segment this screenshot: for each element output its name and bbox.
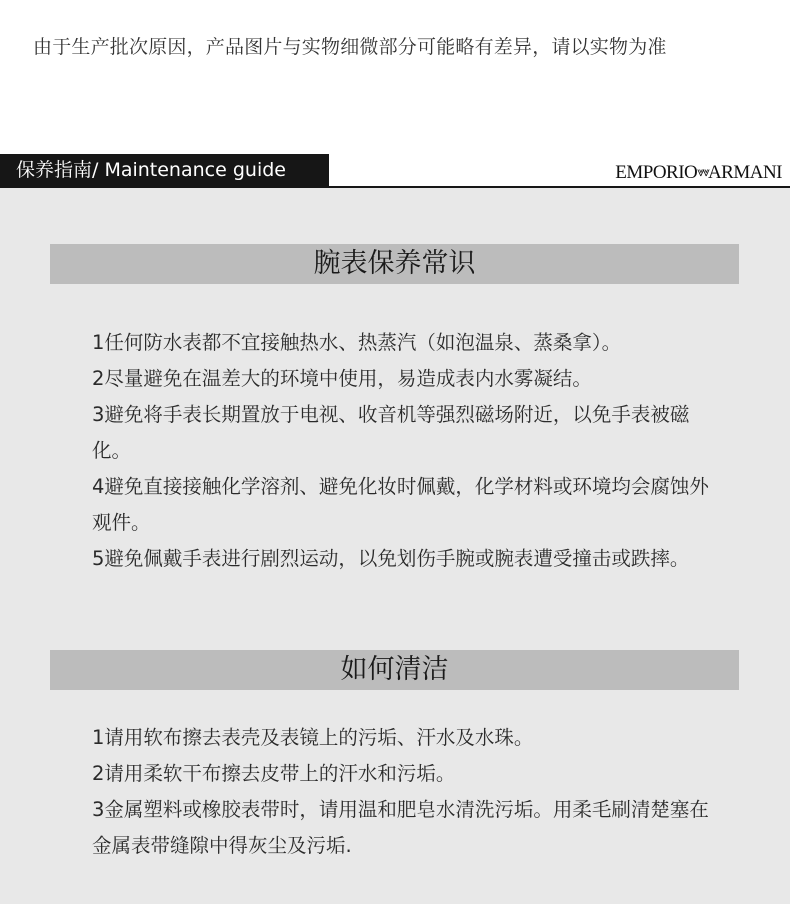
disclaimer-text: 由于生产批次原因，产品图片与实物细微部分可能略有差异，请以实物为准 [33, 36, 667, 58]
content-panel [0, 188, 790, 904]
list-item: 4避免直接接触化学溶剂、避免化妆时佩戴，化学材料或环境均会腐蚀外观件。 [92, 475, 709, 534]
eagle-icon: ⩔⩔ [697, 164, 708, 179]
maintenance-guide-tag: 保养指南/ Maintenance guide [0, 154, 329, 187]
section-title-care: 腕表保养常识 [50, 244, 739, 284]
list-item: 1任何防水表都不宜接触热水、热蒸汽（如泡温泉、蒸桑拿）。 [92, 331, 622, 354]
list-item: 5避免佩戴手表进行剧烈运动，以免划伤手腕或腕表遭受撞击或跌摔。 [92, 547, 690, 570]
header-bar [0, 154, 790, 188]
list-item: 3避免将手表长期置放于电视、收音机等强烈磁场附近，以免手表被磁化。 [92, 403, 690, 462]
brand-logo [615, 162, 782, 184]
care-list [92, 325, 712, 577]
section-title-cleaning: 如何清洁 [50, 650, 739, 690]
list-item: 2请用柔软干布擦去皮带上的汗水和污垢。 [92, 762, 456, 785]
brand-right-text: ARMANI [707, 162, 782, 183]
list-item: 1请用软布擦去表壳及表镜上的污垢、汗水及水珠。 [92, 726, 534, 749]
list-item: 3金属塑料或橡胶表带时，请用温和肥皂水清洗污垢。用柔毛刷清楚塞在金属表带缝隙中得灰尘及污垢. [92, 798, 709, 857]
brand-left-text: EMPORIO [615, 162, 698, 183]
cleaning-list [92, 720, 712, 864]
list-item: 2尽量避免在温差大的环境中使用，易造成表内水雾凝结。 [92, 367, 592, 390]
